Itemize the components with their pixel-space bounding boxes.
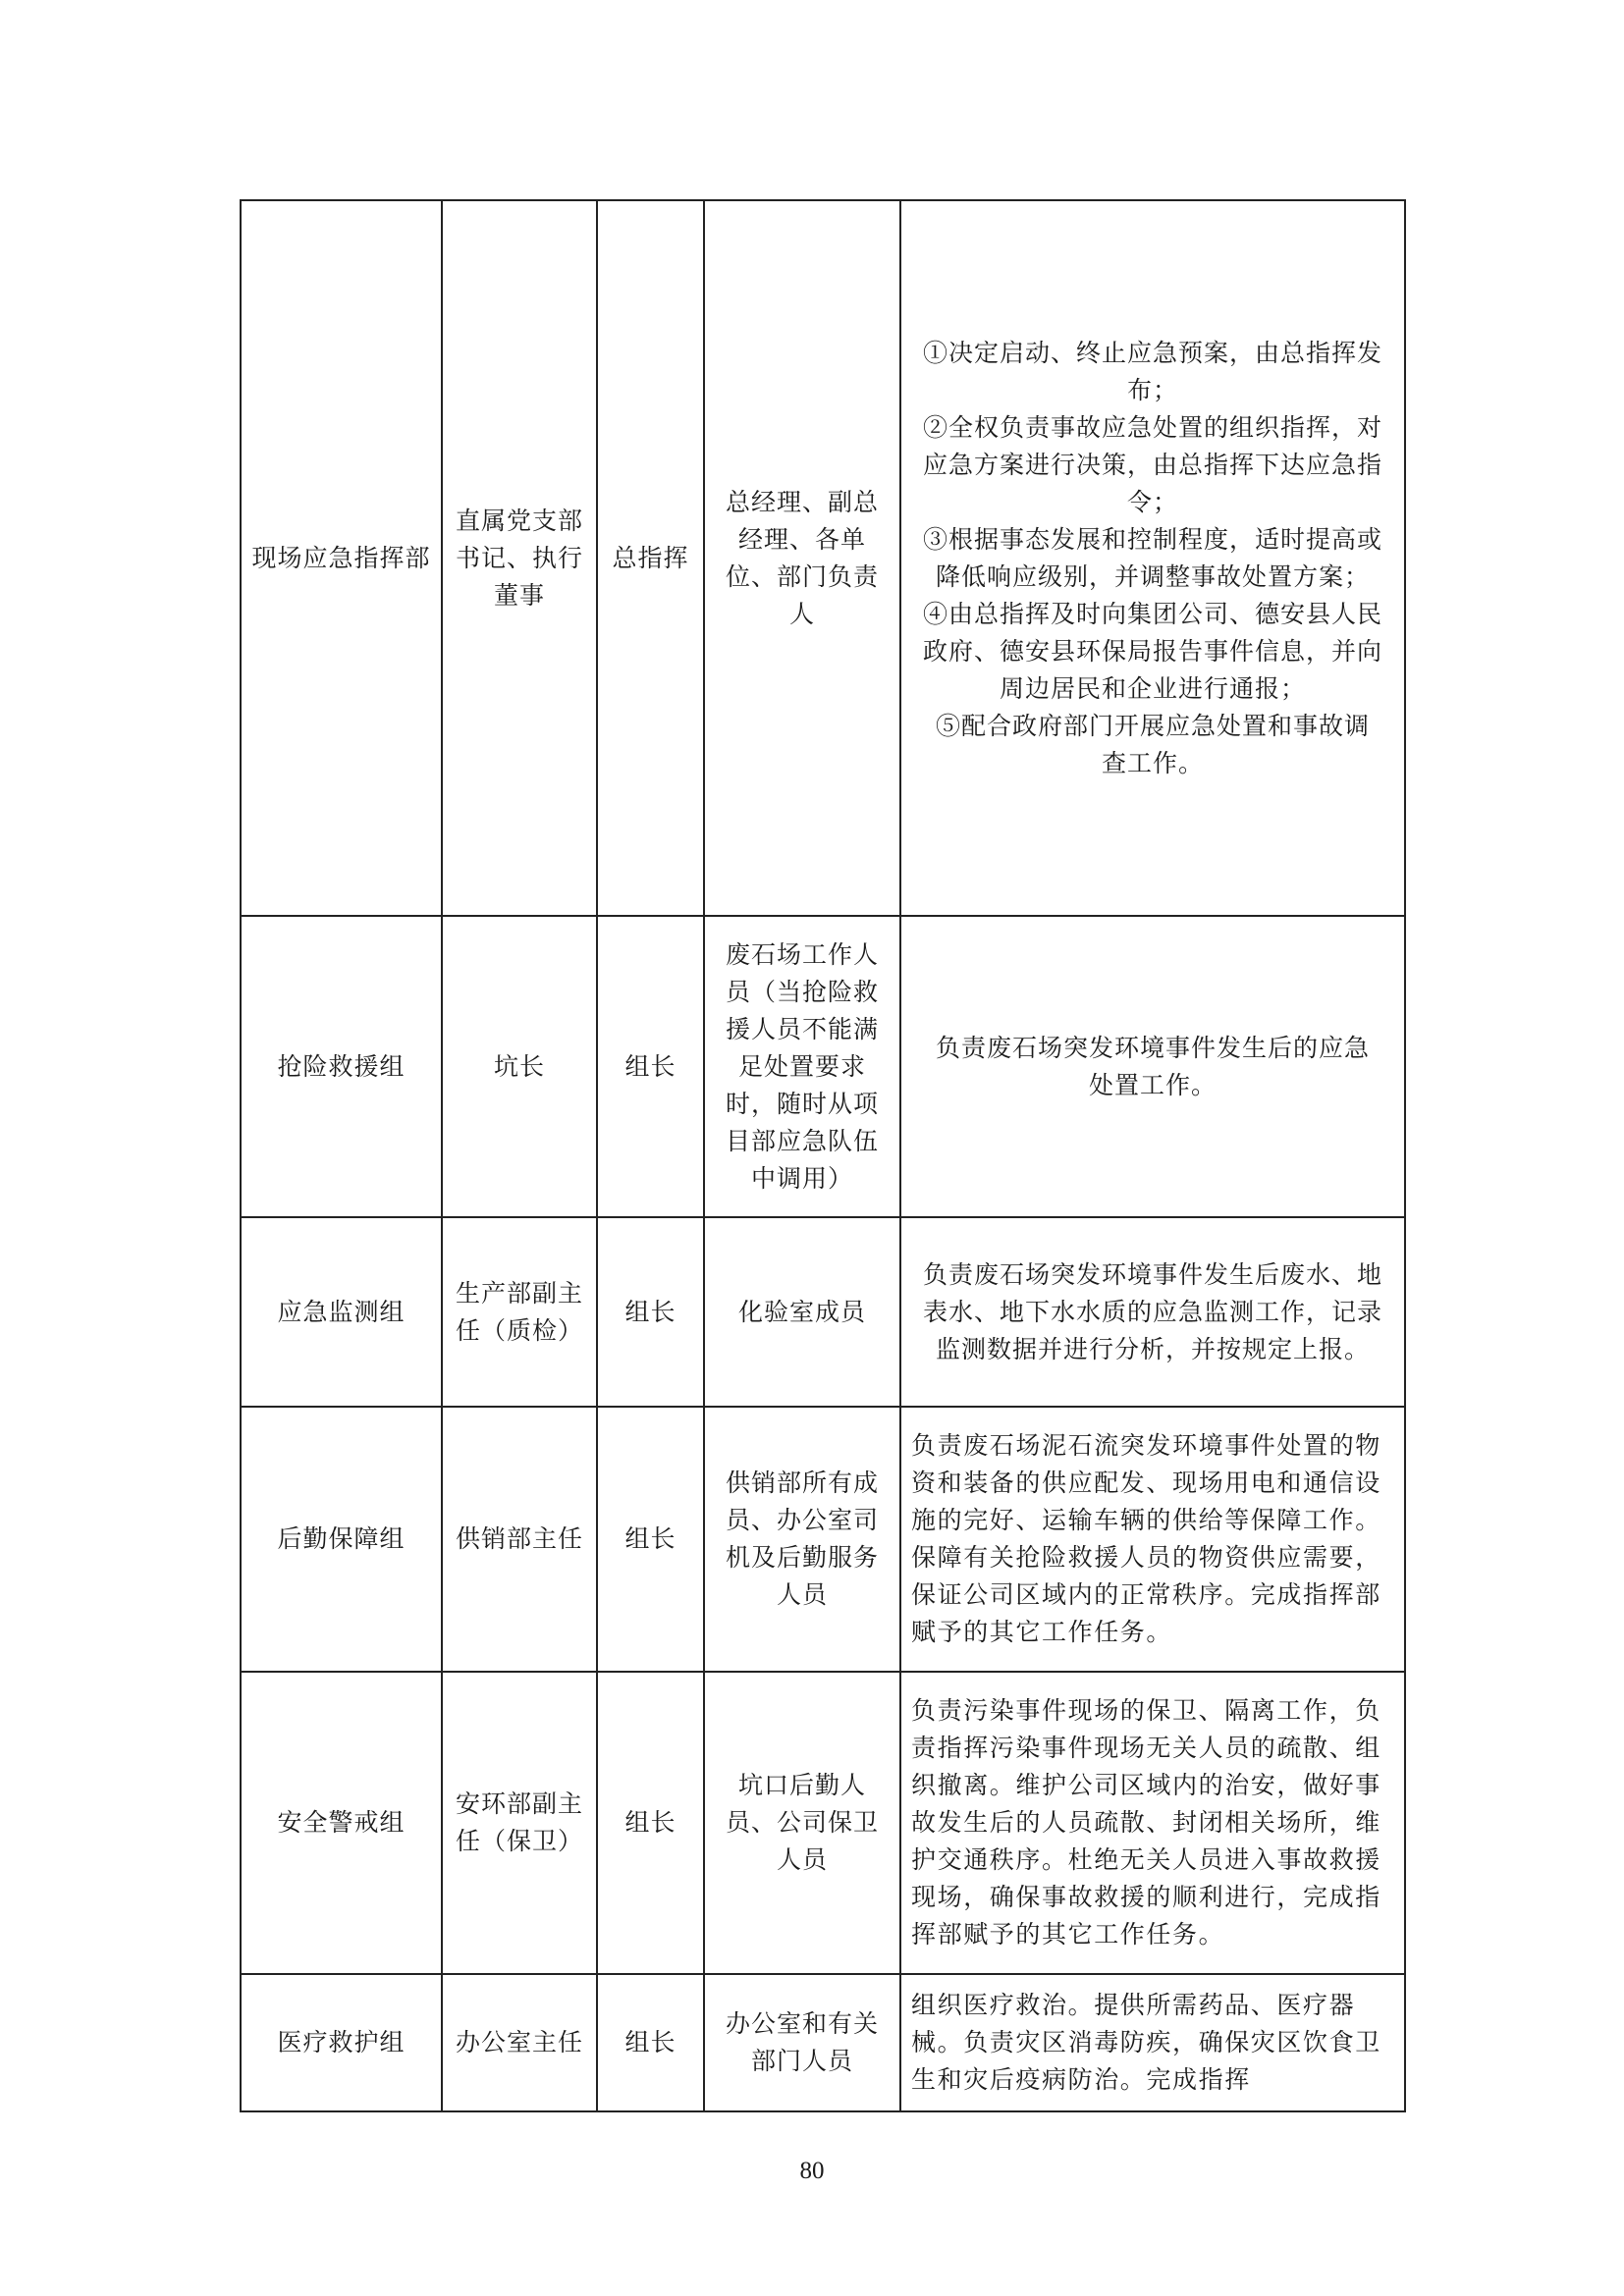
duty-line: 表水、地下水水质的应急监测工作，记录 [922,1297,1382,1326]
duty-cell: 负责废石场泥石流突发环境事件处置的物资和装备的供应配发、现场用电和通信设施的完好、运输车辆的供给等保障工作。保障有关抢险救援人员的物资供应需要，保证公司区域内的正常秩序。完成指挥部赋予的其它工作任务。 [900,1407,1405,1672]
duty-line: ①决定启动、终止应急预案，由总指挥发 [922,338,1382,367]
duty-line: 周边居民和企业进行通报； [999,673,1306,703]
duty-line: 应急方案进行决策，由总指挥下达应急指 [922,450,1382,479]
duty-line: 政府、德安县环保局报告事件信息，并向 [922,636,1382,666]
leader-cell: 安环部副主任（保卫） [442,1672,597,1974]
members-cell: 废石场工作人员（当抢险救援人员不能满足处置要求时，随时从项目部应急队伍中调用） [704,916,900,1217]
table-row [241,1672,1405,1974]
leader-cell: 供销部主任 [442,1407,597,1672]
duty-line: 布； [1126,375,1178,404]
duty-line: 查工作。 [1101,748,1204,777]
role-cell: 组长 [597,916,704,1217]
members-cell: 办公室和有关部门人员 [704,1974,900,2111]
leader-cell: 办公室主任 [442,1974,597,2111]
role-cell: 组长 [597,1407,704,1672]
duty-cell: 负责污染事件现场的保卫、隔离工作，负责指挥污染事件现场无关人员的疏散、组织撤离。维护公司区域内的治安，做好事故发生后的人员疏散、封闭相关场所，维护交通秩序。杜绝无关人员进入事故救援现场，确保事故救援的顺利进行，完成指挥部赋予的其它工作任务。 [900,1672,1405,1974]
role-cell: 总指挥 [597,200,704,916]
duty-cell [900,200,1405,916]
table-row [241,1974,1405,2111]
role-cell: 组长 [597,1217,704,1407]
group-name-cell: 医疗救护组 [241,1974,442,2111]
group-name-cell: 抢险救援组 [241,916,442,1217]
table-row [241,1217,1405,1407]
members-cell: 化验室成员 [704,1217,900,1407]
duty-cell [900,916,1405,1217]
leader-cell: 直属党支部书记、执行董事 [442,200,597,916]
table-row [241,916,1405,1217]
duty-line: 降低响应级别，并调整事故处置方案； [935,561,1370,591]
role-cell: 组长 [597,1672,704,1974]
duty-line: 负责废石场突发环境事件发生后的应急 [935,1033,1370,1062]
group-name-cell: 后勤保障组 [241,1407,442,1672]
group-name-cell: 现场应急指挥部 [241,200,442,916]
members-cell: 坑口后勤人员、公司保卫人员 [704,1672,900,1974]
duty-line: ⑤配合政府部门开展应急处置和事故调 [935,711,1370,740]
group-name-cell: 安全警戒组 [241,1672,442,1974]
duty-line: 监测数据并进行分析，并按规定上报。 [935,1334,1370,1363]
duty-line: ②全权负责事故应急处置的组织指挥，对 [922,412,1382,442]
duty-cell: 组织医疗救治。提供所需药品、医疗器械。负责灾区消毒防疾，确保灾区饮食卫生和灾后疫病防治。完成指挥 [900,1974,1405,2111]
leader-cell: 生产部副主任（质检） [442,1217,597,1407]
duty-cell [900,1217,1405,1407]
role-cell: 组长 [597,1974,704,2111]
table-row [241,200,1405,916]
emergency-organization-table [240,199,1406,2112]
duty-line: ④由总指挥及时向集团公司、德安县人民 [922,599,1382,628]
duty-line: ③根据事态发展和控制程度，适时提高或 [922,524,1382,554]
members-cell: 总经理、副总经理、各单位、部门负责人 [704,200,900,916]
group-name-cell: 应急监测组 [241,1217,442,1407]
duty-line: 负责废石场突发环境事件发生后废水、地 [922,1259,1382,1289]
duty-line: 令； [1126,487,1178,516]
members-cell: 供销部所有成员、办公室司机及后勤服务人员 [704,1407,900,1672]
leader-cell: 坑长 [442,916,597,1217]
duty-line: 处置工作。 [1088,1070,1217,1099]
table-row [241,1407,1405,1672]
page-number: 80 [799,2158,825,2184]
